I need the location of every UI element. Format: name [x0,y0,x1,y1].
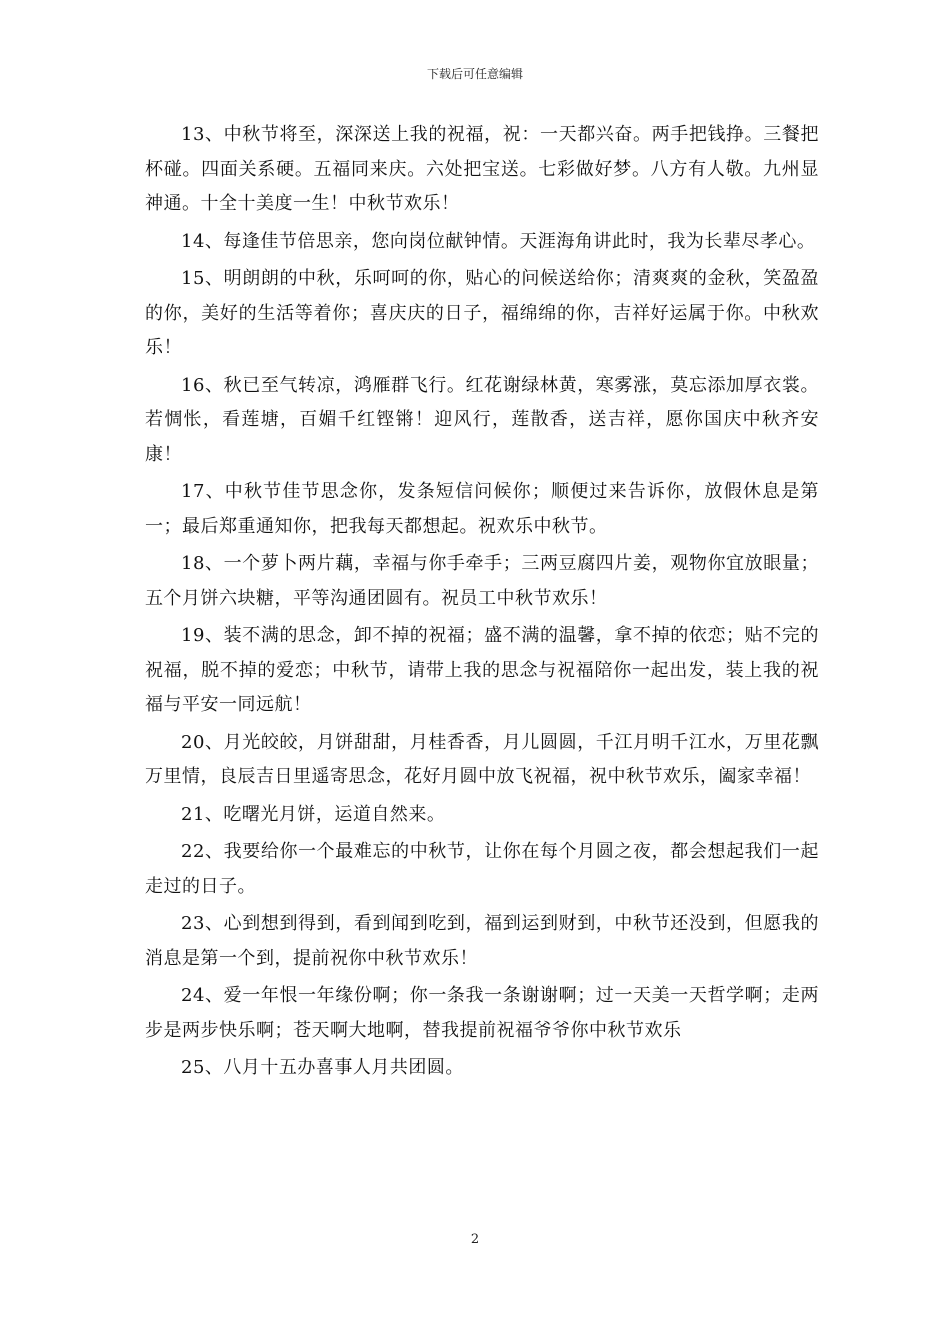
paragraph-25: 25、八月十五办喜事人月共团圆。 [181,1057,464,1078]
paragraph-13: 13、中秋节将至，深深送上我的祝福，祝：一天都兴奋。两手把钱挣。三餐把杯碰。四面关系硬。五福同来庆。六处把宝送。七彩做好梦。八方有人敬。九州显神通。十全十美度一生！中秋节欢乐！ [145,124,819,214]
paragraph-20: 20、月光皎皎，月饼甜甜，月桂香香，月儿圆圆，千江月明千江水，万里花飘万里情，良辰吉日里遥寄思念，花好月圆中放飞祝福，祝中秋节欢乐，阖家幸福！ [145,731,819,787]
paragraph-14: 14、每逢佳节倍思亲，您向岗位献钟情。天涯海角讲此时，我为长辈尽孝心。 [181,230,816,252]
paragraph-16: 16、秋已至气转凉，鸿雁群飞行。红花谢绿林黄，寒雾涨，莫忘添加厚衣裳。若惆怅，看莲塘，百媚千红铿锵！迎风行，莲散香，送吉祥，愿你国庆中秋齐安康！ [145,374,819,465]
paragraph-17: 17、中秋节佳节思念你，发条短信问候你；顺便过来告诉你，放假休息是第一；最后郑重通知你，把我每天都想起。祝欢乐中秋节。 [145,481,819,537]
document-body [145,118,819,1089]
paragraph-21: 21、吃曙光月饼，运道自然来。 [181,803,446,825]
paragraph-19: 19、装不满的思念，卸不掉的祝福；盛不满的温馨，拿不掉的依恋；贴不完的祝福，脱不掉的爱恋；中秋节，请带上我的思念与祝福陪你一起出发，装上我的祝福与平安一同远航！ [145,625,819,715]
paragraph-15: 15、明朗朗的中秋，乐呵呵的你，贴心的问候送给你；清爽爽的金秋，笑盈盈的你，美好的生活等着你；喜庆庆的日子，福绵绵的你，吉祥好运属于你。中秋欢乐！ [145,268,819,358]
page-number: 2 [470,1232,480,1247]
page-header: 下载后可任意编辑 [426,67,523,81]
paragraph-24: 24、爱一年恨一年缘份啊；你一条我一条谢谢啊；过一天美一天哲学啊；走两步是两步快乐啊；苍天啊大地啊，替我提前祝福爷爷你中秋节欢乐 [145,985,819,1041]
paragraph-18: 18、一个萝卜两片藕，幸福与你手牵手；三两豆腐四片姜，观物你宜放眼量；五个月饼六块糖，平等沟通团圆有。祝员工中秋节欢乐！ [145,553,819,609]
paragraph-23: 23、心到想到得到，看到闻到吃到，福到运到财到，中秋节还没到，但愿我的消息是第一个到，提前祝你中秋节欢乐！ [145,913,819,969]
paragraph-22: 22、我要给你一个最难忘的中秋节，让你在每个月圆之夜，都会想起我们一起走过的日子。 [145,841,819,897]
